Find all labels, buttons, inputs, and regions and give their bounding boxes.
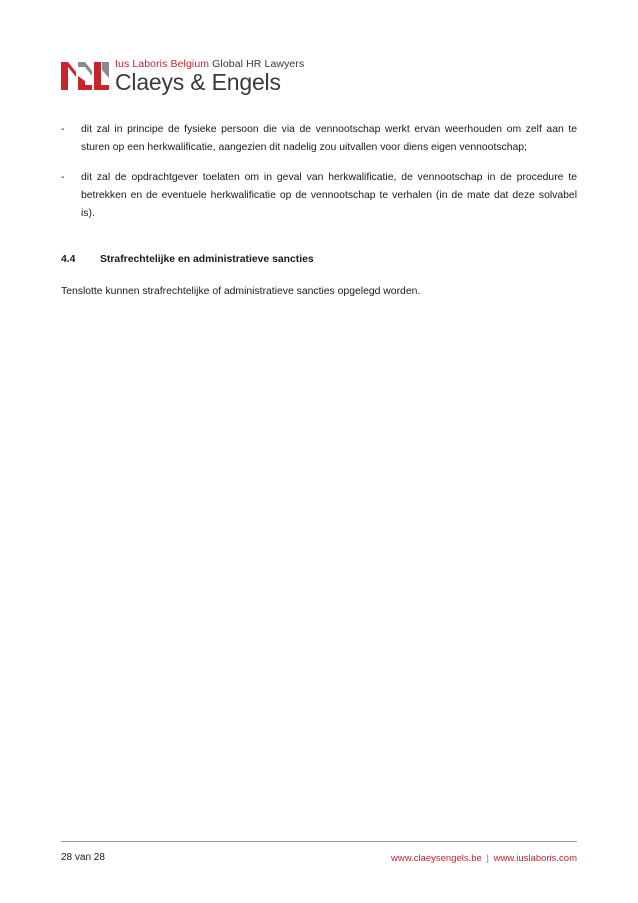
bullet-dash: -	[61, 124, 65, 135]
link-separator: |	[486, 853, 489, 864]
logo-firm-name: Claeys & Engels	[115, 69, 281, 95]
footer-divider	[61, 841, 577, 842]
section-number: 4.4	[61, 254, 76, 265]
section-heading	[61, 251, 577, 269]
bullet-text: dit zal de opdrachtgever toelaten om in geval van herkwalificatie, de vennootschap in de procedure te betrekken en de eventuele herkwalificatie op de vennootschap te verhalen (in de mate dat deze solvabel is).	[81, 172, 577, 219]
claeysengels-link[interactable]: www.claeysengels.be	[391, 853, 482, 864]
bullet-dash: -	[61, 172, 65, 183]
list-item	[61, 169, 577, 223]
footer-links	[391, 853, 577, 864]
document-body	[61, 121, 577, 301]
body-paragraph: Tenslotte kunnen strafrechtelijke of administratieve sancties opgelegd worden.	[61, 286, 421, 297]
page-number: 28 van 28	[61, 852, 105, 863]
claeys-engels-mark-icon	[61, 62, 109, 90]
logo-network-text: Ius Laboris Belgium	[115, 58, 210, 70]
iuslaboris-link[interactable]: www.iuslaboris.com	[493, 853, 577, 864]
section-title: Strafrechtelijke en administratieve sancties	[100, 254, 314, 265]
firm-logo	[61, 58, 305, 98]
bullet-text: dit zal in principe de fysieke persoon die via de vennootschap werkt ervan weerhouden om zelf aan te sturen op een herkwalificatie, aangezien dit nadelig zou uitvallen voor diens eigen vennootschap;	[81, 124, 577, 153]
logo-tagline-text: Global HR Lawyers	[212, 58, 305, 70]
list-item	[61, 121, 577, 157]
